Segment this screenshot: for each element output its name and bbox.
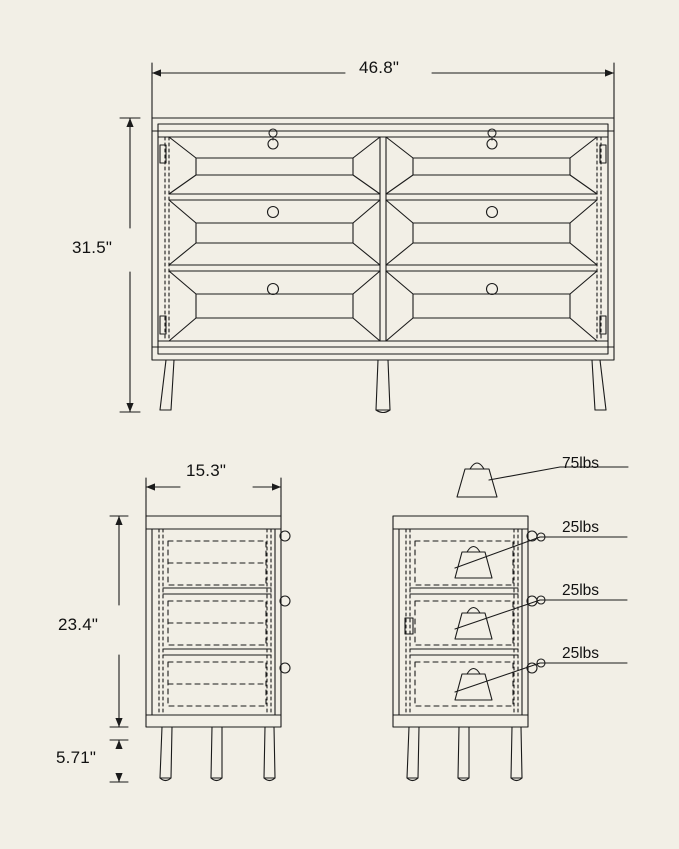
leg-height-dimension-label: 5.71" <box>56 748 97 767</box>
drawer-front-bevels <box>169 137 597 341</box>
capacity-label-drawer-middle: 25lbs <box>562 582 600 599</box>
depth-dimension <box>146 478 281 516</box>
capacity-view-group <box>393 463 628 781</box>
capacity-label-drawer-top: 25lbs <box>562 519 600 536</box>
height-dimension-label: 31.5" <box>72 238 113 257</box>
front-legs <box>160 360 606 413</box>
drawer-knobs <box>268 129 498 295</box>
leg-height-dimension <box>110 740 128 782</box>
front-view-group <box>120 63 614 413</box>
body-height-dimension <box>110 516 128 727</box>
depth-dimension-label: 15.3" <box>186 461 227 480</box>
width-dimension-label: 46.8" <box>359 58 400 77</box>
capacity-legs <box>407 727 522 781</box>
body-height-dimension-label: 23.4" <box>58 615 99 634</box>
height-dimension <box>120 118 140 412</box>
capacity-label-top: 75lbs <box>562 455 600 472</box>
side-legs <box>160 727 275 781</box>
capacity-leader-lines <box>455 467 628 692</box>
side-view-group <box>110 478 290 782</box>
weight-bag-icons <box>455 463 497 700</box>
capacity-label-drawer-bottom: 25lbs <box>562 645 600 662</box>
